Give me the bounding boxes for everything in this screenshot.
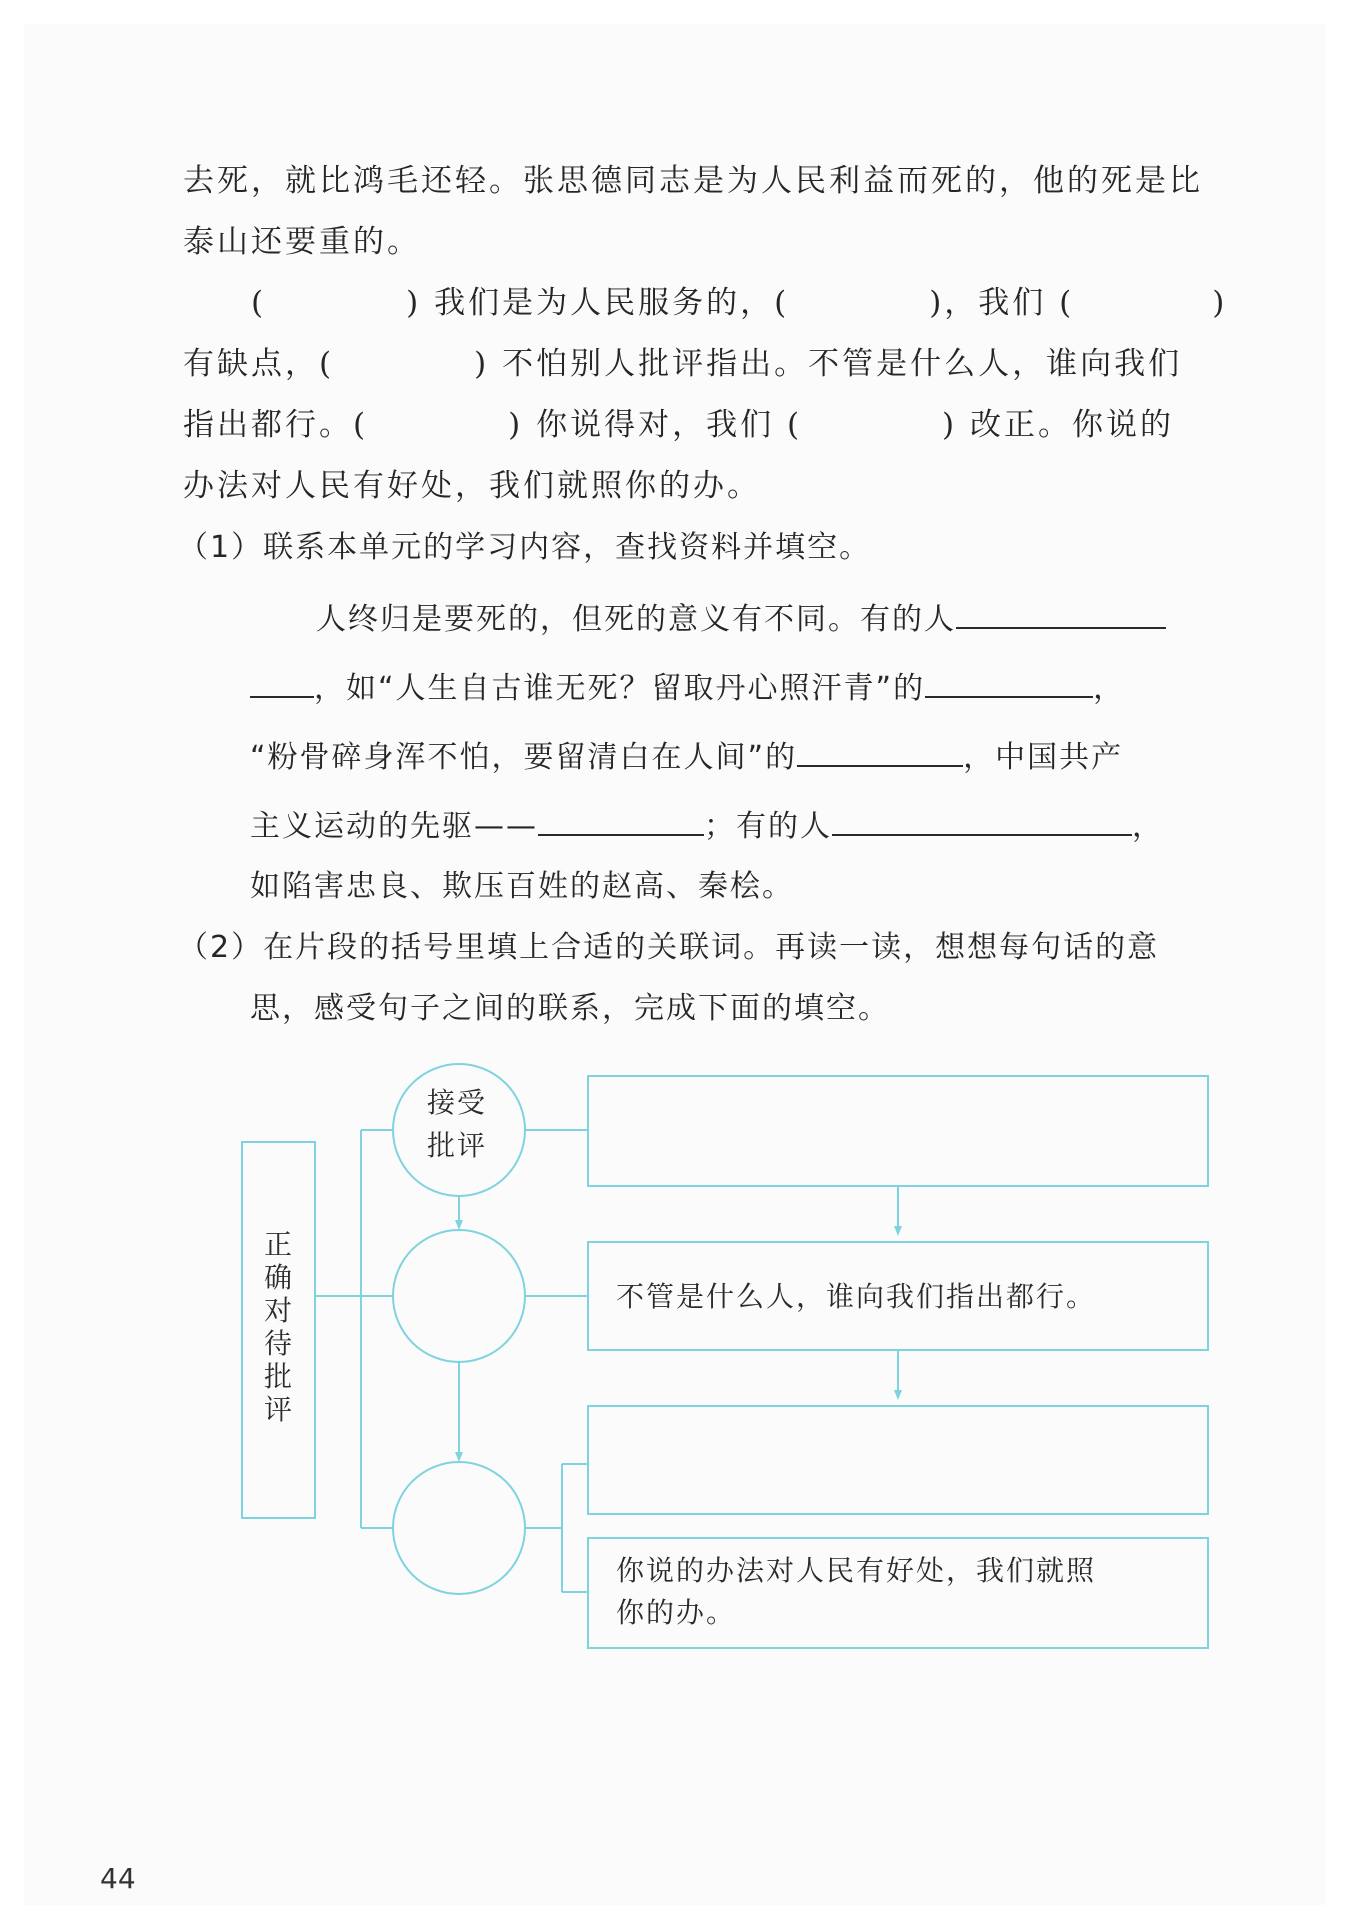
q2-line-2: 思，感受句子之间的联系，完成下面的填空。	[250, 991, 890, 1026]
passage-line-6: 办法对人民有好处，我们就照你的办。	[183, 468, 761, 504]
circle1-label-line1: 接受	[427, 1086, 488, 1119]
bracket-blank-4[interactable]: ( )	[319, 346, 490, 382]
passage-line-3: ( ) 我们是为人民服务的，( )，我们 ( )	[251, 285, 1228, 321]
q1-prompt: （1）联系本单元的学习内容，查找资料并填空。	[178, 530, 872, 565]
bracket-blank-3[interactable]: ( )	[1059, 285, 1228, 321]
q2-line-1: （2）在片段的括号里填上合适的关联词。再读一读，想想每句话的意	[178, 930, 1160, 965]
box4-text-line1: 你说的办法对人民有好处，我们就照	[616, 1554, 1097, 1587]
passage-line-1: 去死，就比鸿毛还轻。张思德同志是为人民利益而死的，他的死是比	[183, 163, 1203, 199]
side-label: 正确对待批评	[263, 1228, 292, 1426]
q1-line-3: “粉骨碎身浑不怕，要留清白在人间”的 ，中国共产	[250, 735, 1123, 778]
q1-line-5: 如陷害忠良、欺压百姓的赵高、秦桧。	[250, 869, 794, 904]
bracket-blank-6[interactable]: ( )	[786, 407, 958, 443]
box2-text: 不管是什么人，谁向我们指出都行。	[616, 1280, 1097, 1313]
passage-line-2: 泰山还要重的。	[183, 224, 421, 260]
passage-line-4: 有缺点，( ) 不怕别人批评指出。不管是什么人，谁向我们	[183, 346, 1183, 382]
answer-box-1	[588, 1076, 1208, 1186]
circle1-label-line2: 批评	[427, 1129, 488, 1162]
bracket-blank-2[interactable]: ( )	[774, 285, 945, 321]
answer-box-3	[588, 1406, 1208, 1514]
circle-blank-2	[393, 1230, 525, 1362]
page-number: 44	[100, 1862, 136, 1895]
bracket-blank-1[interactable]: ( )	[251, 285, 422, 321]
circle-blank-3	[393, 1462, 525, 1594]
box4-text-line2: 你的办。	[616, 1596, 737, 1629]
q1-line-4: 主义运动的先驱—— ；有的人 ，	[250, 804, 1164, 847]
q1-number: （1）	[178, 530, 264, 565]
passage-line-5: 指出都行。( ) 你说得对，我们 ( ) 改正。你说的	[183, 407, 1175, 443]
q2-number: （2）	[178, 930, 264, 965]
q1-line-1: 人终归是要死的，但死的意义有不同。有的人	[316, 597, 1166, 640]
bracket-blank-5[interactable]: ( )	[353, 407, 524, 443]
q1-line-2: ，如“人生自古谁无死？留取丹心照汗青”的 ，	[250, 666, 1125, 709]
